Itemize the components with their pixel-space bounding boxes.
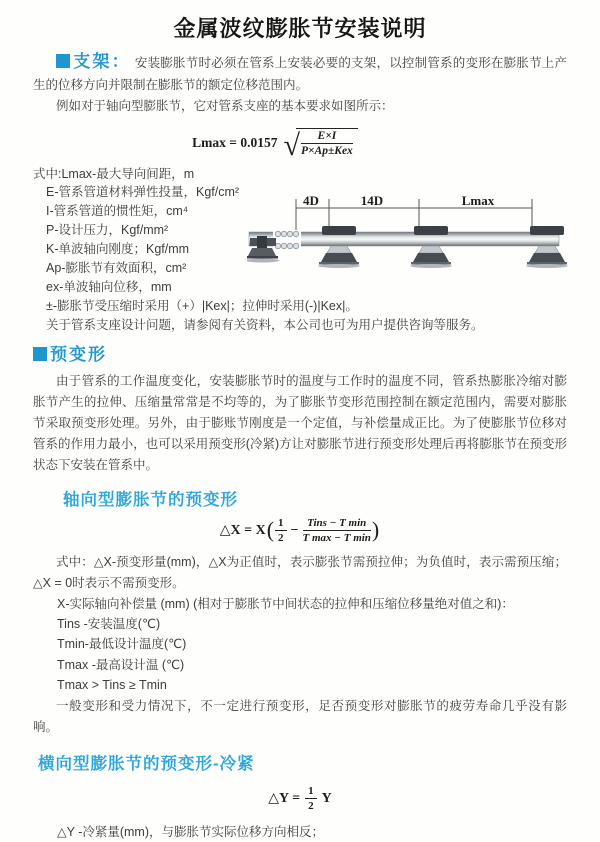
fraction-numerator: 1: [275, 517, 287, 531]
one-half-fraction: [305, 785, 317, 812]
pipe-support-diagram: [247, 195, 569, 297]
pipe-support: [318, 226, 360, 268]
dimension-label-lmax: Lmax: [461, 194, 495, 208]
variable-definition: P-设计压力，Kgf/mm²: [46, 223, 169, 238]
bellows-icon: [273, 230, 301, 249]
close-paren: ): [371, 516, 380, 542]
pipe-support: [410, 226, 452, 268]
support-intro-paragraph: [33, 53, 567, 96]
variable-definitions-block: [33, 165, 567, 337]
variable-definition: ±-膨胀节受压缩时采用（+）|Kex|；拉伸时采用(-)|Kex|。: [46, 298, 358, 313]
variable-definition: 式中:Lmax-最大导向间距，m: [33, 166, 195, 181]
formula-lmax: Lmax = 0.0157 √ $\frac{E\times I}{\text{P×Ap±Kex}}$: [33, 125, 517, 161]
dimension-label-14d: 14D: [360, 194, 384, 208]
fraction-denominator: 2: [278, 532, 284, 544]
minus-sign: −: [290, 522, 299, 538]
tmax-definition: Tmax -最高设计温 (℃): [57, 657, 185, 672]
section-marker-icon: [56, 54, 70, 68]
section-marker-icon: [33, 347, 47, 361]
formula-delta-x: [33, 516, 567, 546]
variable-definition: ex-单波轴向位移，mm: [46, 279, 172, 294]
predeform-body-text: 由于管系的工作温度变化，安装膨胀节时的温度与工作时的温度不同，管系热膨胀冷缩对膨胀节产生的拉伸、压缩量常常是不均等的，为了膨胀节变形范围控制在额定范围内，需要对膨胀节采取预变形处理。另外，由于膨账节刚度是一个定值，与补偿量成正比。为了使膨胀节位移对管系的作用力最小，也可以采用预变形(冷紧)方让对膨胀节进行预变形处理后再将膨胀节在预变形状态下安装在管系中。: [33, 373, 567, 472]
lateral-subheading: 横向型膨胀节的预变形-冷紧: [38, 754, 255, 773]
formula-delta-y: [33, 784, 567, 814]
formula-delta-y-lhs: △Y =: [268, 791, 301, 807]
fraction-numerator: E×I: [301, 130, 353, 144]
pipe-support: [526, 226, 568, 268]
formula-delta-x-lhs: △X = X: [219, 523, 266, 538]
axial-subheading: 轴向型膨胀节的预变形: [63, 490, 238, 509]
page-title: 金属波纹膨胀节安装说明: [173, 16, 427, 41]
axial-remark-text: 一般变形和受力情况下，不一定进行预变形，足否预变形对膨胀节的疲劳寿命几乎没有影响。: [33, 698, 567, 734]
formula-lmax-lhs: Lmax = 0.0157: [192, 134, 278, 150]
axial-note-text: 式中：△X-预变形量(mm)，△X为正值时，表示膨张节需预拉伸；为负值时，表示需预压缩；△X = 0时表示不需预变形。: [33, 554, 567, 590]
anchor-support: [247, 236, 280, 263]
temperature-relation: Tmax > Tins ≥ Tmin: [57, 678, 167, 693]
x-definition: X-实际轴向补偿量 (mm) (相对于膨胀节中间状态的拉伸和压缩位移量绝对值之和)：: [57, 596, 514, 611]
support-section-heading: 支架：: [73, 52, 131, 71]
tins-definition: Tins -安装温度(℃): [57, 616, 161, 631]
radicand: [296, 128, 358, 157]
tmin-definition: Tmin-最低设计温度(℃): [57, 637, 187, 652]
variable-definition: I-管系管道的惯性矩，cm⁴: [46, 204, 189, 219]
fraction-denominator: P×Ap±Kex: [300, 145, 353, 157]
support-intro-text: 安装膨胀节时必须在管系上安装必要的支架，以控制管系的变形在膨胀节上产生的位移方向并限制在膨胀节的额定位移范围内。: [33, 56, 567, 92]
formula-delta-y-rhs: Y: [321, 790, 332, 806]
fraction-denominator: T max − T min: [302, 532, 371, 544]
consulting-note: 关于管系支座设计问题，请参阅有关资料，本公司也可为用户提供咨询等服务。: [46, 317, 484, 332]
support-example-text: 例如对于轴向型膨胀节，它对管系支座的基本要求如图所示：: [56, 99, 394, 113]
open-paren: (: [266, 516, 275, 542]
variable-definition: K-单波轴向刚度；Kgf/mm: [46, 242, 190, 257]
fraction-denominator: 2: [308, 800, 314, 813]
temperature-fraction: [303, 517, 371, 544]
fraction-numerator: Tins − T min: [303, 517, 371, 531]
dimension-label-4d: 4D: [303, 194, 319, 208]
predeform-section-header: [33, 346, 567, 366]
one-half-fraction: [275, 517, 287, 544]
fraction: [301, 130, 353, 157]
fraction-numerator: 1: [305, 785, 317, 799]
predeform-section-heading: 预变形: [50, 344, 107, 364]
variable-definition: E-管系管道材料弹性投量，Kgf/cm²: [46, 185, 240, 200]
delta-y-definition: △Y -冷紧量(mm)，与膨胀节实际位移方向相反；: [57, 824, 325, 839]
variable-definition: Ap-膨胀节有效面积，cm²: [46, 261, 187, 276]
